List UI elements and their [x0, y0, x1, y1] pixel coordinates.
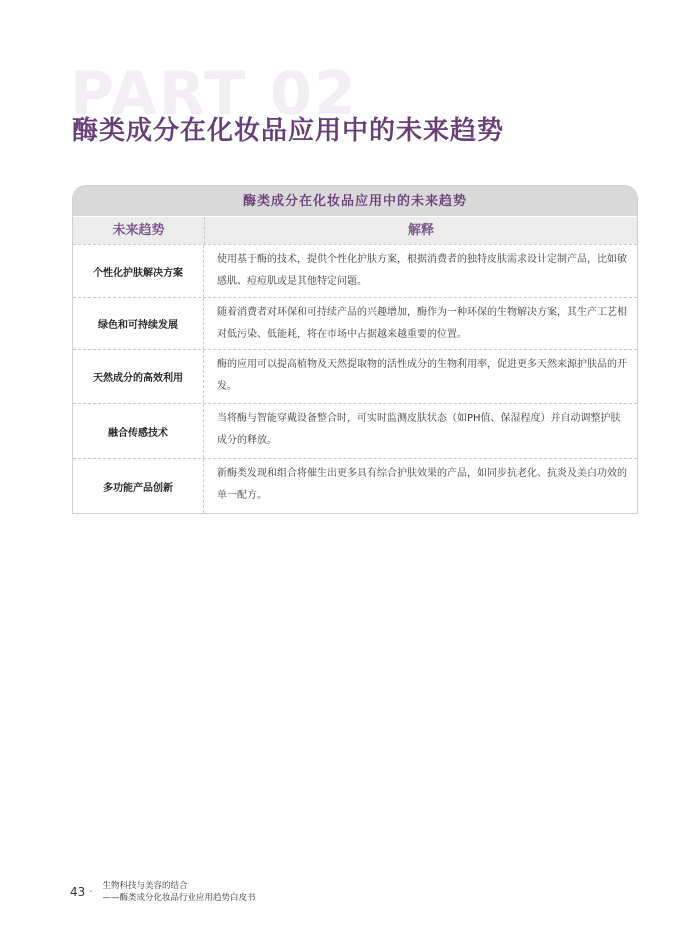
page-number: 43 — [70, 885, 86, 899]
footer-line-1: 生物科技与美容的结合 — [102, 881, 188, 891]
footer-title-block — [102, 880, 255, 904]
table-row — [73, 403, 637, 458]
table-row — [73, 458, 637, 513]
column-header-trend: 未来趋势 — [73, 217, 205, 244]
explanation-cell: 随着消费者对环保和可持续产品的兴趣增加，酶作为一种环保的生物解决方案，其生产工艺相对低污染、低能耗，将在市场中占据越来越重要的位置。 — [217, 307, 627, 340]
table-caption: 酶类成分在化妆品应用中的未来趋势 — [73, 186, 637, 216]
trend-table — [72, 185, 638, 514]
page-title: 酶类成分在化妆品应用中的未来趋势 — [72, 116, 505, 146]
explanation-cell: 新酶类发现和组合将催生出更多具有综合护肤效果的产品，如同步抗老化、抗炎及美白功效的单一配方。 — [217, 468, 627, 501]
part-watermark: PART 02 — [70, 59, 358, 129]
explanation-cell: 酶的应用可以提高植物及天然提取物的活性成分的生物利用率，促进更多天然来源护肤品的开发。 — [217, 359, 627, 392]
table-header-row — [73, 216, 637, 244]
trend-cell: 个性化护肤解决方案 — [73, 245, 204, 297]
trend-cell: 多功能产品创新 — [73, 459, 204, 513]
table-row — [73, 297, 637, 349]
trend-cell: 融合传感技术 — [73, 404, 204, 458]
footer-separator: · — [89, 886, 93, 898]
page-footer — [70, 880, 255, 904]
trend-cell: 绿色和可持续发展 — [73, 298, 204, 349]
trend-cell: 天然成分的高效利用 — [73, 350, 204, 403]
table-row — [73, 244, 637, 297]
explanation-cell: 当将酶与智能穿戴设备整合时，可实时监测皮肤状态（如PH值、保湿程度）并自动调整护肤成分的释放。 — [217, 413, 621, 446]
column-header-explanation: 解释 — [407, 223, 434, 238]
explanation-cell: 使用基于酶的技术，提供个性化护肤方案，根据消费者的独特皮肤需求设计定制产品，比如敏感肌、痘痘肌或是其他特定问题。 — [217, 254, 627, 287]
table-row — [73, 349, 637, 403]
footer-line-2: ——酶类成分化妆品行业应用趋势白皮书 — [102, 893, 256, 903]
